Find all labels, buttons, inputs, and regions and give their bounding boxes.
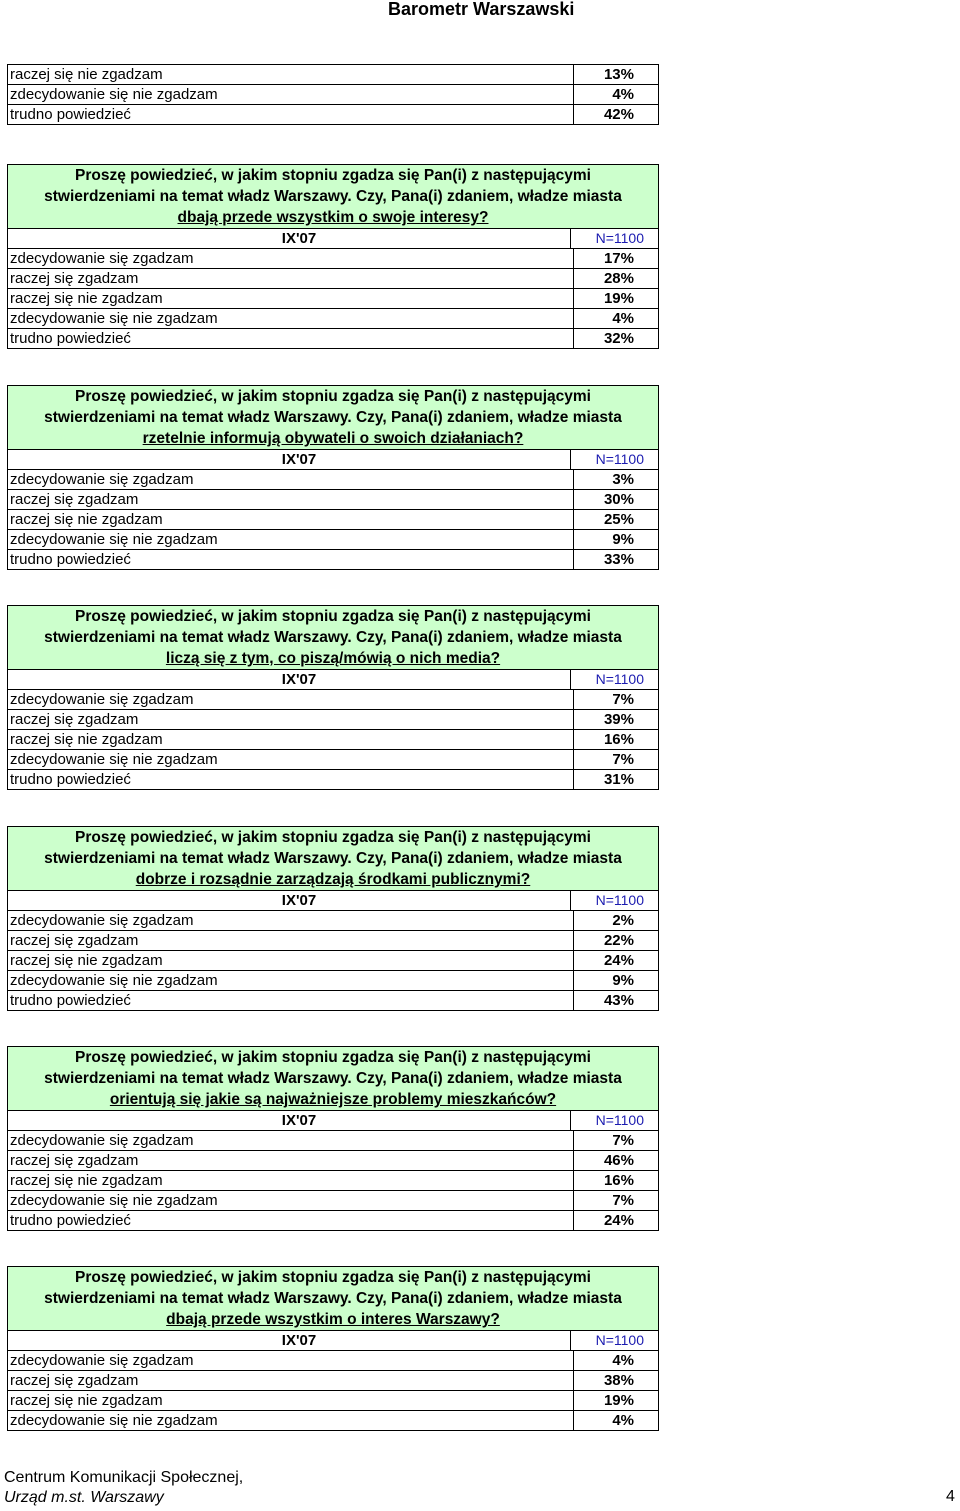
answer-value: 30%	[603, 491, 634, 508]
survey-table-city-interest	[7, 1266, 659, 1431]
answer-value: 31%	[603, 771, 634, 788]
survey-table-residents-problems	[7, 1046, 659, 1231]
table-row	[8, 510, 658, 530]
answer-label: zdecydowanie się zgadzam	[8, 249, 574, 268]
table-row	[8, 329, 658, 348]
answer-label: raczej się zgadzam	[8, 710, 574, 729]
table-row	[8, 710, 658, 730]
answer-label: raczej się nie zgadzam	[8, 1171, 574, 1190]
document-title: Barometr Warszawski	[388, 0, 575, 19]
answer-value: 2%	[612, 912, 634, 929]
table-row	[8, 770, 658, 789]
table-row	[8, 1171, 658, 1191]
question-title	[8, 386, 658, 450]
table-subheader	[8, 670, 658, 690]
answer-label: zdecydowanie się zgadzam	[8, 470, 574, 489]
answer-label: zdecydowanie się nie zgadzam	[8, 530, 574, 549]
table-subheader	[8, 229, 658, 249]
table-subheader	[8, 1111, 658, 1131]
answer-value: 4%	[612, 1352, 634, 1369]
question-line: stwierdzeniami na temat władz Warszawy. Czy, Pana(i) zdaniem, władze miasta	[44, 850, 622, 867]
question-line: Proszę powiedzieć, w jakim stopniu zgadza się Pan(i) z następującymi	[75, 1269, 591, 1286]
question-title	[8, 827, 658, 891]
table-subheader	[8, 891, 658, 911]
answer-value: 19%	[603, 290, 634, 307]
answer-value: 9%	[612, 531, 634, 548]
answer-label: trudno powiedzieć	[8, 991, 574, 1010]
question-line: rzetelnie informują obywateli o swoich działaniach?	[142, 430, 524, 447]
answer-label: trudno powiedzieć	[8, 105, 574, 124]
table-row	[8, 85, 658, 105]
answer-label: trudno powiedzieć	[8, 1211, 574, 1230]
sample-size: N=1100	[595, 1112, 644, 1128]
table-row	[8, 249, 658, 269]
page-number: 4	[946, 1488, 955, 1505]
table-row	[8, 911, 658, 931]
table-row	[8, 951, 658, 971]
table-row	[8, 289, 658, 309]
answer-value: 7%	[612, 1192, 634, 1209]
survey-table-information	[7, 385, 659, 570]
answer-label: zdecydowanie się nie zgadzam	[8, 1191, 574, 1210]
table-row	[8, 105, 658, 124]
sample-size: N=1100	[595, 671, 644, 687]
answer-value: 3%	[612, 471, 634, 488]
answer-label: zdecydowanie się nie zgadzam	[8, 1411, 574, 1430]
question-title	[8, 1047, 658, 1111]
answer-value: 22%	[603, 932, 634, 949]
answer-value: 9%	[612, 972, 634, 989]
answer-value: 19%	[603, 1392, 634, 1409]
footer-organization: Centrum Komunikacji Społecznej,	[4, 1469, 244, 1486]
answer-value: 7%	[612, 751, 634, 768]
answer-value: 39%	[603, 711, 634, 728]
answer-label: raczej się zgadzam	[8, 490, 574, 509]
question-line: stwierdzeniami na temat władz Warszawy. Czy, Pana(i) zdaniem, władze miasta	[44, 1290, 622, 1307]
question-line: stwierdzeniami na temat władz Warszawy. Czy, Pana(i) zdaniem, władze miasta	[44, 1070, 622, 1087]
answer-label: trudno powiedzieć	[8, 329, 574, 348]
table-row	[8, 65, 658, 85]
answer-value: 16%	[603, 1172, 634, 1189]
answer-label: zdecydowanie się zgadzam	[8, 911, 574, 930]
table-row	[8, 931, 658, 951]
answer-label: raczej się nie zgadzam	[8, 951, 574, 970]
question-line: stwierdzeniami na temat władz Warszawy. Czy, Pana(i) zdaniem, władze miasta	[44, 188, 622, 205]
answer-label: zdecydowanie się zgadzam	[8, 1351, 574, 1370]
table-row	[8, 530, 658, 550]
question-line: orientują się jakie są najważniejsze problemy mieszkańców?	[109, 1091, 557, 1108]
answer-label: raczej się nie zgadzam	[8, 65, 574, 84]
answer-label: raczej się zgadzam	[8, 269, 574, 288]
answer-label: zdecydowanie się nie zgadzam	[8, 85, 574, 104]
question-line: stwierdzeniami na temat władz Warszawy. Czy, Pana(i) zdaniem, władze miasta	[44, 629, 622, 646]
table-row	[8, 309, 658, 329]
period-label: IX'07	[8, 891, 571, 910]
question-line: stwierdzeniami na temat władz Warszawy. Czy, Pana(i) zdaniem, władze miasta	[44, 409, 622, 426]
answer-value: 33%	[603, 551, 634, 568]
answer-value: 4%	[612, 310, 634, 327]
survey-table-media	[7, 605, 659, 790]
table-row	[8, 730, 658, 750]
period-label: IX'07	[8, 1331, 571, 1350]
question-line: Proszę powiedzieć, w jakim stopniu zgadza się Pan(i) z następującymi	[75, 829, 591, 846]
answer-value: 46%	[603, 1152, 634, 1169]
answer-value: 13%	[603, 66, 634, 83]
answer-label: raczej się zgadzam	[8, 1371, 574, 1390]
question-title	[8, 165, 658, 229]
table-row	[8, 1371, 658, 1391]
answer-label: zdecydowanie się nie zgadzam	[8, 750, 574, 769]
question-line: dobrze i rozsądnie zarządzają środkami publicznymi?	[135, 871, 531, 888]
question-line: dbają przede wszystkim o swoje interesy?	[177, 209, 489, 226]
table-row	[8, 550, 658, 569]
table-row	[8, 1391, 658, 1411]
table-row	[8, 1351, 658, 1371]
table-row	[8, 470, 658, 490]
answer-value: 24%	[603, 1212, 634, 1229]
page-header	[0, 0, 960, 20]
question-line: liczą się z tym, co piszą/mówią o nich media?	[165, 650, 501, 667]
table-row	[8, 1211, 658, 1230]
table-row	[8, 1411, 658, 1430]
sample-size: N=1100	[595, 451, 644, 467]
answer-label: zdecydowanie się zgadzam	[8, 690, 574, 709]
answer-value: 42%	[603, 106, 634, 123]
period-label: IX'07	[8, 1111, 571, 1130]
page-footer	[4, 1468, 243, 1508]
table-row	[8, 991, 658, 1010]
answer-label: zdecydowanie się nie zgadzam	[8, 309, 574, 328]
question-line: Proszę powiedzieć, w jakim stopniu zgadza się Pan(i) z następującymi	[75, 1049, 591, 1066]
table-row	[8, 1131, 658, 1151]
answer-value: 17%	[603, 250, 634, 267]
question-line: Proszę powiedzieć, w jakim stopniu zgadza się Pan(i) z następującymi	[75, 388, 591, 405]
answer-label: raczej się zgadzam	[8, 1151, 574, 1170]
period-label: IX'07	[8, 670, 571, 689]
answer-value: 4%	[612, 86, 634, 103]
sample-size: N=1100	[595, 230, 644, 246]
answer-label: zdecydowanie się zgadzam	[8, 1131, 574, 1150]
answer-value: 32%	[603, 330, 634, 347]
answer-label: raczej się nie zgadzam	[8, 1391, 574, 1410]
answer-label: raczej się nie zgadzam	[8, 289, 574, 308]
answer-value: 16%	[603, 731, 634, 748]
table-row	[8, 490, 658, 510]
answer-label: trudno powiedzieć	[8, 550, 574, 569]
question-line: Proszę powiedzieć, w jakim stopniu zgadza się Pan(i) z następującymi	[75, 167, 591, 184]
answer-label: raczej się nie zgadzam	[8, 510, 574, 529]
answer-value: 7%	[612, 1132, 634, 1149]
answer-label: raczej się nie zgadzam	[8, 730, 574, 749]
question-line: dbają przede wszystkim o interes Warszawy?	[166, 1311, 500, 1328]
answer-value: 4%	[612, 1412, 634, 1429]
question-title	[8, 606, 658, 670]
answer-label: zdecydowanie się nie zgadzam	[8, 971, 574, 990]
table-row	[8, 971, 658, 991]
table-row	[8, 1151, 658, 1171]
table-row	[8, 750, 658, 770]
answer-label: raczej się zgadzam	[8, 931, 574, 950]
period-label: IX'07	[8, 229, 571, 248]
table-row	[8, 1191, 658, 1211]
survey-table-public-funds	[7, 826, 659, 1011]
answer-value: 28%	[603, 270, 634, 287]
continued-table	[7, 64, 659, 125]
period-label: IX'07	[8, 450, 571, 469]
sample-size: N=1100	[595, 1332, 644, 1348]
table-subheader	[8, 1331, 658, 1351]
question-line: Proszę powiedzieć, w jakim stopniu zgadza się Pan(i) z następującymi	[75, 608, 591, 625]
answer-value: 43%	[603, 992, 634, 1009]
answer-value: 38%	[603, 1372, 634, 1389]
answer-value: 7%	[612, 691, 634, 708]
question-title	[8, 1267, 658, 1331]
table-row	[8, 690, 658, 710]
survey-table-interests	[7, 164, 659, 349]
footer-office: Urząd m.st. Warszawy	[4, 1489, 164, 1506]
table-row	[8, 269, 658, 289]
answer-label: trudno powiedzieć	[8, 770, 574, 789]
answer-value: 25%	[603, 511, 634, 528]
table-subheader	[8, 450, 658, 470]
answer-value: 24%	[603, 952, 634, 969]
sample-size: N=1100	[595, 892, 644, 908]
